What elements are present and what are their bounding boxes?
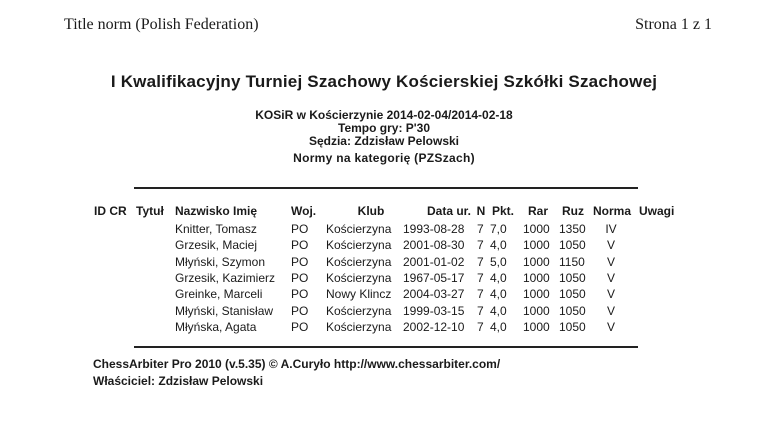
cell-name: Grzesik, Maciej	[175, 238, 258, 253]
cell-ruz: 1050	[559, 270, 586, 285]
cell-n: 7	[477, 238, 484, 253]
column-header: Uwagi	[639, 204, 675, 218]
cell-ruz: 1050	[559, 287, 586, 302]
cell-woj: PO	[291, 287, 309, 302]
cell-norma: V	[606, 254, 615, 269]
column-header: Ruz	[562, 204, 584, 218]
cell-name: Młyńska, Agata	[175, 319, 257, 334]
cell-rar: 1000	[523, 254, 550, 269]
cell-woj: PO	[291, 222, 309, 236]
cell-pts: 4,0	[490, 319, 507, 334]
cell-name: Greinke, Marceli	[175, 287, 263, 302]
cell-born: 1993-08-28	[403, 222, 465, 236]
cell-born: 2001-08-30	[403, 238, 465, 253]
cell-n: 7	[477, 222, 484, 236]
cell-rar: 1000	[523, 270, 550, 285]
cell-rar: 1000	[523, 222, 550, 236]
cell-name: Grzesik, Kazimierz	[175, 270, 276, 285]
column-header: Pkt.	[492, 204, 515, 218]
column-header: Rar	[528, 204, 549, 218]
cell-name: Knitter, Tomasz	[175, 222, 257, 236]
cell-club: Kościerzyna	[326, 222, 392, 236]
cell-rar: 1000	[523, 303, 550, 318]
cell-woj: PO	[291, 238, 309, 253]
cell-n: 7	[477, 319, 484, 334]
column-header: Klub	[357, 204, 385, 218]
cell-pts: 4,0	[490, 238, 507, 253]
cell-rar: 1000	[523, 287, 550, 302]
cell-club: Nowy Klincz	[326, 287, 392, 302]
cell-pts: 4,0	[490, 303, 507, 318]
cell-club: Kościerzyna	[326, 303, 392, 318]
cell-norma: V	[606, 287, 615, 302]
owner-line: Właściciel: Zdzisław Pelowski	[93, 374, 264, 388]
cell-born: 1967-05-17	[403, 270, 465, 285]
norms-heading: Normy na kategorię (PZSzach)	[293, 151, 475, 165]
bottom-divider	[134, 346, 638, 348]
cell-born: 2002-12-10	[403, 319, 465, 334]
column-header: Data ur.	[426, 204, 471, 218]
cell-norma: IV	[605, 222, 617, 236]
cell-ruz: 1150	[559, 254, 585, 269]
cell-woj: PO	[291, 303, 309, 318]
cell-pts: 5,0	[490, 254, 507, 269]
tournament-title: I Kwalifikacyjny Turniej Szachowy Kościerskiej Szkółki Szachowej	[110, 72, 658, 91]
software-credit: ChessArbiter Pro 2010 (v.5.35) © A.Curyło http://www.chessarbiter.com/	[93, 357, 501, 371]
cell-rar: 1000	[523, 319, 550, 334]
cell-ruz: 1050	[559, 303, 586, 318]
cell-n: 7	[477, 287, 484, 302]
cell-n: 7	[477, 270, 484, 285]
cell-pts: 7,0	[490, 222, 507, 236]
column-header: Woj.	[291, 204, 317, 218]
cell-n: 7	[477, 303, 484, 318]
cell-woj: PO	[291, 270, 309, 285]
page-header-left: Title norm (Polish Federation)	[64, 16, 259, 33]
cell-name: Młyński, Stanisław	[175, 303, 274, 318]
judge: Sędzia: Zdzisław Pelowski	[308, 134, 460, 148]
cell-ruz: 1050	[559, 319, 586, 334]
venue-dates: KOSiR w Kościerzynie 2014-02-04/2014-02-18	[255, 108, 513, 122]
cell-born: 2004-03-27	[403, 287, 465, 302]
cell-born: 2001-01-02	[403, 254, 465, 269]
cell-club: Kościerzyna	[326, 319, 392, 334]
cell-norma: V	[606, 319, 615, 334]
column-header: Norma	[593, 204, 632, 218]
cell-rar: 1000	[523, 238, 550, 253]
cell-n: 7	[477, 254, 484, 269]
cell-born: 1999-03-15	[403, 303, 465, 318]
cell-ruz: 1050	[559, 238, 586, 253]
cell-name: Młyński, Szymon	[175, 254, 266, 269]
cell-club: Kościerzyna	[326, 238, 392, 253]
column-header: ID CR	[94, 204, 127, 218]
cell-woj: PO	[291, 254, 309, 269]
cell-ruz: 1350	[559, 222, 586, 236]
page-number: Strona 1 z 1	[635, 16, 712, 33]
column-header: Tytuł	[136, 204, 164, 218]
column-header: Nazwisko Imię	[175, 204, 258, 218]
cell-norma: V	[606, 270, 615, 285]
cell-woj: PO	[291, 319, 309, 334]
cell-pts: 4,0	[490, 270, 507, 285]
column-header: N	[476, 204, 486, 218]
cell-norma: V	[606, 238, 615, 253]
cell-club: Kościerzyna	[326, 254, 392, 269]
cell-club: Kościerzyna	[326, 270, 392, 285]
cell-norma: V	[606, 303, 615, 318]
time-control: Tempo gry: P'30	[338, 121, 430, 135]
cell-pts: 4,0	[490, 287, 507, 302]
